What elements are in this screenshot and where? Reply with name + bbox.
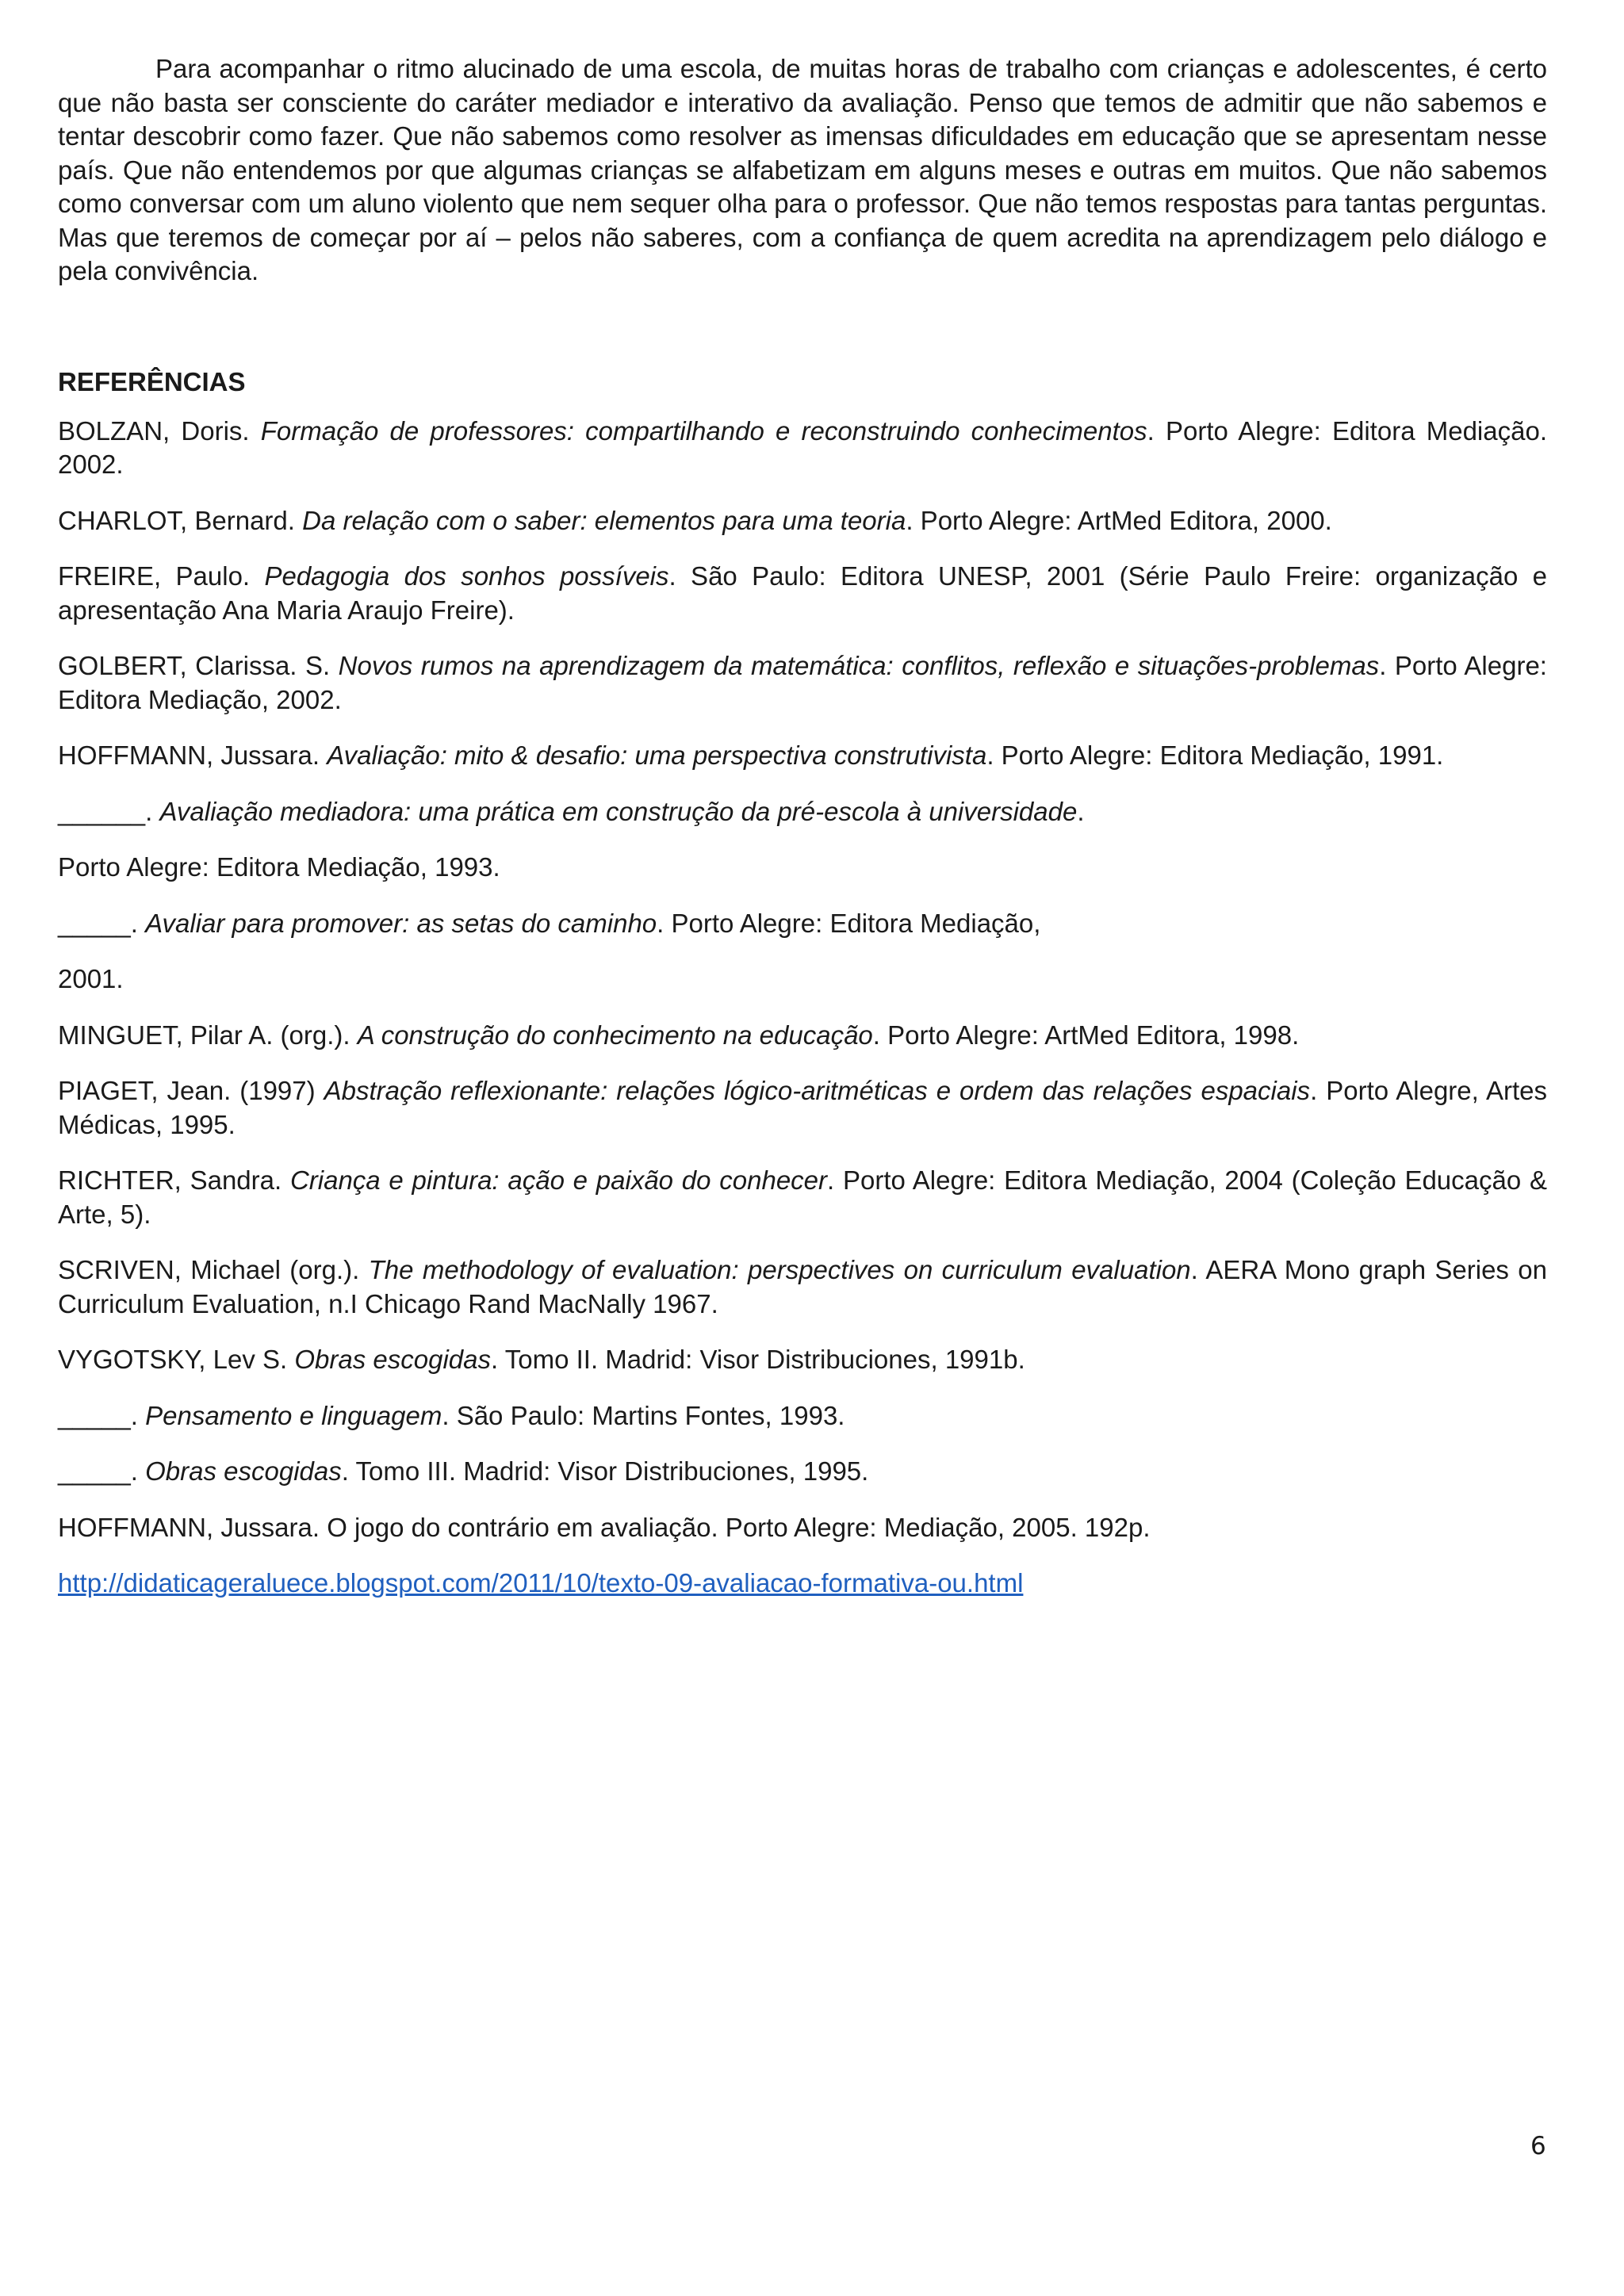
reference-entry: BOLZAN, Doris. Formação de professores: compartilhando e reconstruindo conhecimentos. Porto Alegre: Editora Mediação. 2002. [58,415,1547,479]
reference-entry: HOFFMANN, Jussara. O jogo do contrário em avaliação. Porto Alegre: Mediação, 2005. 192p. [58,1512,1151,1542]
reference-entry: ______. Avaliação mediadora: uma prática em construção da pré-escola à universidade. [58,796,1085,826]
page-number: 6 [1530,2132,1546,2160]
reference-entry: _____. Obras escogidas. Tomo III. Madrid: Visor Distribuciones, 1995. [58,1456,869,1486]
reference-entry: RICHTER, Sandra. Criança e pintura: ação e paixão do conhecer. Porto Alegre: Editora Mediação, 2004 (Coleção Educação & Arte, 5). [58,1165,1547,1229]
document-page [58,52,1547,1623]
references-heading: REFERÊNCIAS [58,366,246,396]
reference-entry: VYGOTSKY, Lev S. Obras escogidas. Tomo II. Madrid: Visor Distribuciones, 1991b. [58,1345,1025,1374]
reference-entry: CHARLOT, Bernard. Da relação com o saber: elementos para uma teoria. Porto Alegre: ArtMed Editora, 2000. [58,505,1332,535]
reference-entry: _____. Pensamento e linguagem. São Paulo: Martins Fontes, 1993. [58,1400,845,1430]
reference-entry: FREIRE, Paulo. Pedagogia dos sonhos possíveis. São Paulo: Editora UNESP, 2001 (Série Paulo Freire: organização e apresentação Ana Maria Araujo Freire). [58,561,1548,625]
intro-paragraph: Para acompanhar o ritmo alucinado de uma escola, de muitas horas de trabalho com crianças e adolescentes, é certo que não basta ser consciente do caráter mediador e interativo da avaliação. Penso que temos de admitir que não sabemos e tentar descobrir como fazer. Que não sabemos como resolver as imensas dificuldades em educação que se apresentam nesse país. Que não entendemos por que algumas crianças se alfabetizam em alguns meses e outras em muitos. Que não sabemos como conversar com um aluno violento que nem sequer olha para o professor. Que não temos respostas para tantas perguntas. Mas que teremos de começar por aí – pelos não saberes, com a confiança de quem acredita na aprendizagem pelo diálogo e pela convivência. [58,54,1547,285]
reference-link[interactable]: http://didaticageraluece.blogspot.com/2011/10/texto-09-avaliacao-formativa-ou.html [58,1568,1024,1598]
reference-entry: _____. Avaliar para promover: as setas do caminho. Porto Alegre: Editora Mediação, [58,908,1041,938]
reference-entry: HOFFMANN, Jussara. Avaliação: mito & desafio: uma perspectiva construtivista. Porto Alegre: Editora Mediação, 1991. [58,740,1444,770]
reference-entry: SCRIVEN, Michael (org.). The methodology of evaluation: perspectives on curriculum evaluation. AERA Mono graph Series on Curriculum Evaluation, n.I Chicago Rand MacNally 1967. [58,1255,1547,1318]
reference-link-entry [58,1567,1547,1601]
reference-entry: GOLBERT, Clarissa. S. Novos rumos na aprendizagem da matemática: conflitos, reflexão e situações-problemas. Porto Alegre: Editora Mediação, 2002. [58,651,1547,714]
reference-entry: MINGUET, Pilar A. (org.). A construção do conhecimento na educação. Porto Alegre: ArtMed Editora, 1998. [58,1020,1300,1050]
reference-entry: PIAGET, Jean. (1997) Abstração reflexionante: relações lógico-aritméticas e ordem das relações espaciais. Porto Alegre, Artes Médicas, 1995. [58,1076,1547,1139]
references-list [58,415,1547,1601]
reference-entry: Porto Alegre: Editora Mediação, 1993. [58,852,500,882]
reference-entry: 2001. [58,964,124,993]
